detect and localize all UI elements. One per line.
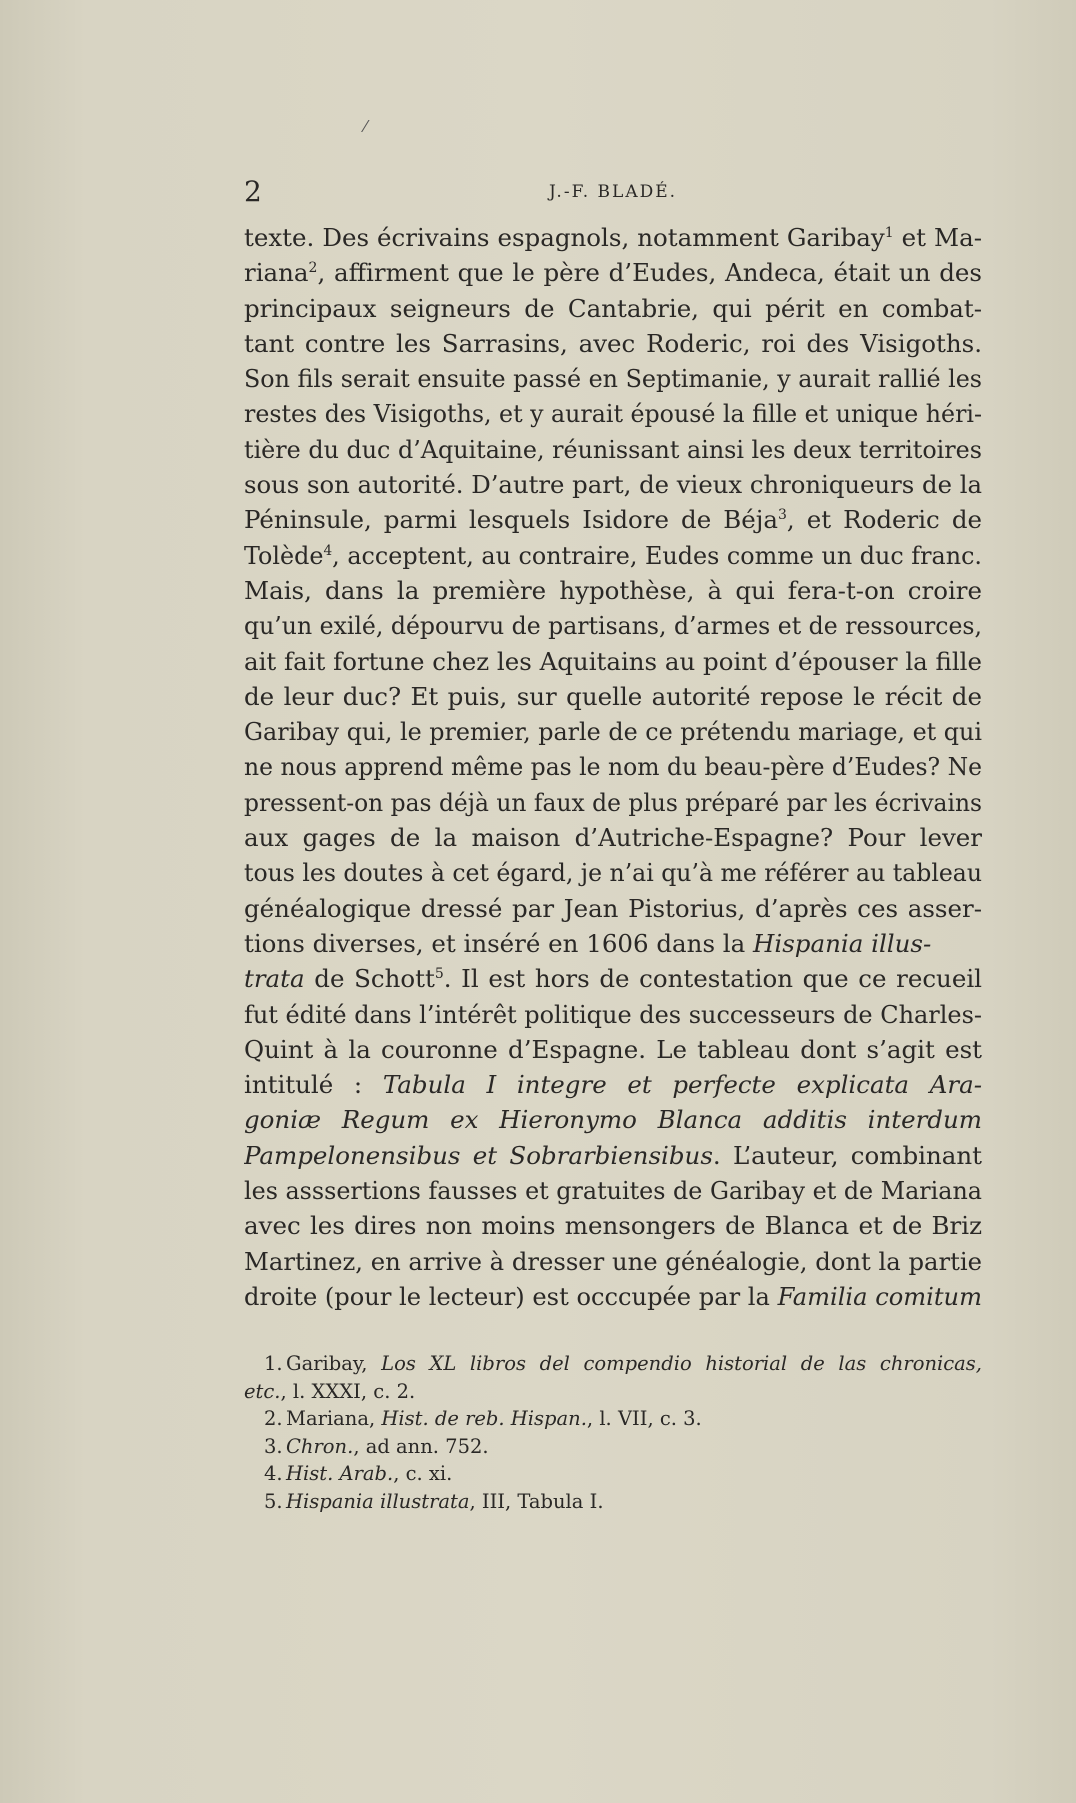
text-line: ait fait fortune chez les Aquitains au point d’épouser la fille: [244, 646, 982, 676]
footnote-ref: 1: [884, 224, 894, 241]
text-line: Son fils serait ensuite passé en Septimanie, y aurait rallié les: [244, 364, 982, 394]
text-line: [244, 1102, 982, 1137]
footnote-4: 4. Hist. Arab., c. xi.: [264, 1462, 453, 1485]
text-line: tions diverses, et inséré en 1606 dans la Hispania illus-: [244, 928, 932, 958]
text-line: restes des Visigoths, et y aurait épousé la fille et unique héri-: [244, 399, 982, 429]
italic-title: Familia comitum: [777, 1281, 982, 1311]
text-line: Martinez, en arrive à dresser une généalogie, dont la partie: [244, 1246, 982, 1276]
text-line: Mais, dans la première hypothèse, à qui fera-t-on croire: [244, 575, 982, 605]
text-line: sous son autorité. D’autre part, de vieux chroniqueurs de la: [244, 470, 982, 500]
italic-title: goniæ Regum ex Hieronymo Blanca additis interdum: [244, 1105, 982, 1135]
footnote-ref: 2: [308, 260, 318, 277]
text-line: fut édité dans l’intérêt politique des successeurs de Charles-: [244, 999, 982, 1029]
footnotes: [244, 1350, 982, 1515]
text-line: trata de Schott$^5$. Il est hors de contestation que ce recueil: [244, 964, 982, 994]
text-line: aux gages de la maison d’Autriche-Espagne? Pour lever: [244, 823, 982, 853]
ink-mark: ⁄: [364, 117, 367, 136]
footnote-ref: 5: [434, 966, 444, 983]
text-line: intitulé : Tabula I integre et perfecte explicata Ara-: [244, 1070, 982, 1100]
page-number: 2: [244, 175, 262, 208]
running-title: J.-F. BLADÉ.: [548, 182, 678, 202]
text-line: ne nous apprend même pas le nom du beau-père d’Eudes? Ne: [244, 752, 982, 782]
body-text: [244, 220, 982, 1314]
footnote-5: 5. Hispania illustrata, III, Tabula I.: [264, 1489, 604, 1513]
footnote-ref: 3: [777, 507, 787, 524]
text-line: Péninsule, parmi lesquels Isidore de Béja$^3$, et Roderic de: [244, 505, 982, 535]
text-line: riana$^2$, affirment que le père d’Eudes, Andeca, était un des: [244, 258, 982, 288]
text-line: les asssertions fausses et gratuites de Garibay et de Mariana: [244, 1176, 982, 1206]
text-line: de leur duc? Et puis, sur quelle autorité repose le récit de: [244, 681, 982, 711]
text-line: principaux seigneurs de Cantabrie, qui périt en combat-: [244, 293, 982, 323]
footnote-1-cont: etc., l. XXXI, c. 2.: [244, 1379, 416, 1403]
italic-title: Pampelonensibus et Sobrarbiensibus: [244, 1140, 713, 1170]
text-line: Garibay qui, le premier, parle de ce prétendu mariage, et qui: [244, 717, 982, 747]
text-line: généalogique dressé par Jean Pistorius, d’après ces asser-: [244, 893, 982, 923]
text-line: tière du duc d’Aquitaine, réunissant ainsi les deux territoires: [244, 434, 982, 464]
text-line: droite (pour le lecteur) est occcupée par la Familia comitum: [244, 1281, 982, 1311]
text-line: Pampelonensibus et Sobrarbiensibus. L’auteur, combinant: [244, 1140, 982, 1170]
text-line: Tolède$^4$, acceptent, au contraire, Eudes comme un duc franc.: [244, 540, 982, 570]
footnote-ref: 4: [323, 542, 333, 559]
text-line: tous les doutes à cet égard, je n’ai qu’à me référer au tableau: [244, 858, 982, 888]
italic-title: Hispania illus-: [753, 928, 932, 958]
footnote-2: 2. Mariana, Hist. de reb. Hispan., l. VII, c. 3.: [264, 1407, 702, 1430]
text-line: pressent-on pas déjà un faux de plus préparé par les écrivains: [244, 787, 982, 817]
text-line: avec les dires non moins mensongers de Blanca et de Briz: [244, 1211, 982, 1241]
text-line: Quint à la couronne d’Espagne. Le tableau dont s’agit est: [244, 1034, 982, 1064]
italic-title: Tabula I integre et perfecte explicata Ara-: [382, 1070, 982, 1100]
footnote-3: 3. Chron., ad ann. 752.: [264, 1434, 489, 1458]
running-head: [244, 172, 982, 212]
text-line: tant contre les Sarrasins, avec Roderic, roi des Visigoths.: [244, 328, 982, 358]
text-line: texte. Des écrivains espagnols, notamment Garibay$^1$ et Ma-: [244, 223, 982, 252]
text-line: qu’un exilé, dépourvu de partisans, d’armes et de ressources,: [244, 611, 982, 641]
footnote-1: 1. Garibay, Los XL libros del compendio historial de las chronicas,: [264, 1352, 982, 1375]
italic-title: trata: [244, 964, 305, 994]
